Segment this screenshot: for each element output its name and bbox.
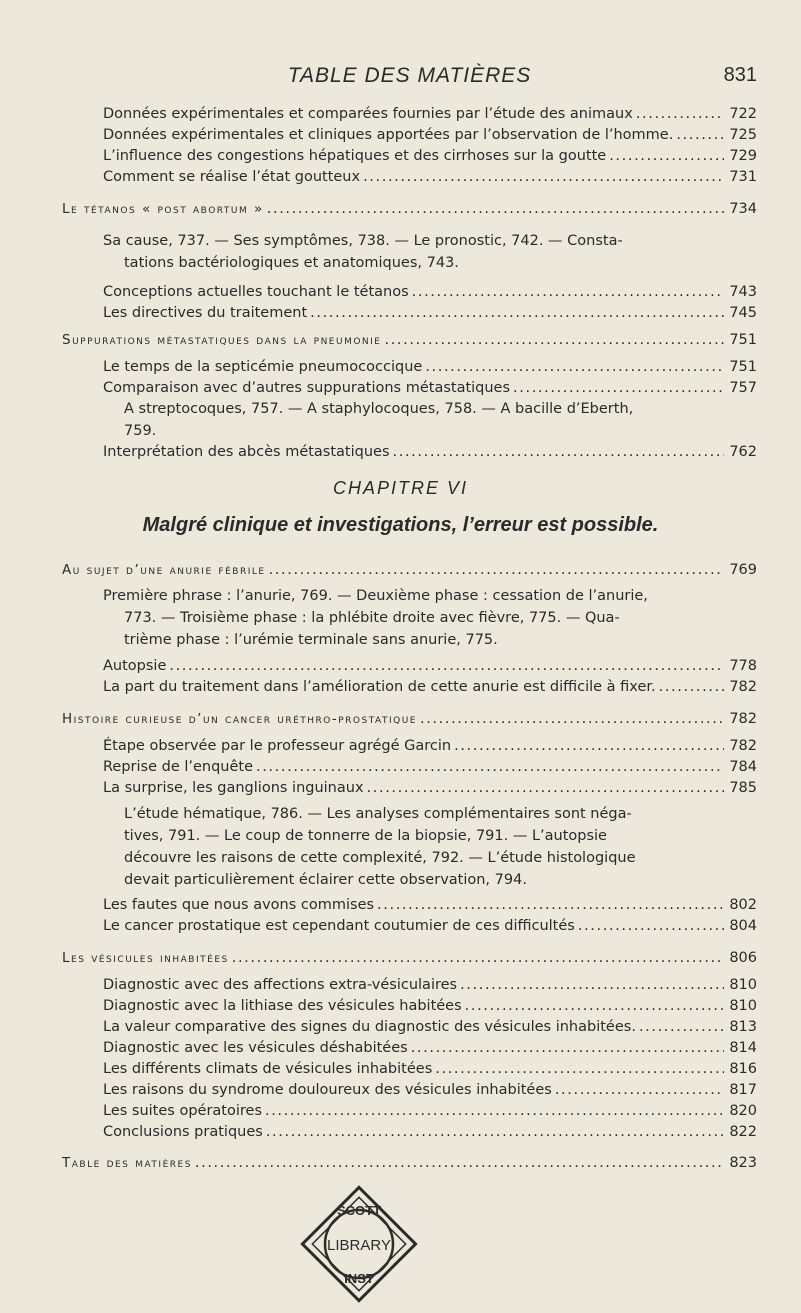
leader-dots (425, 356, 724, 378)
leader-dots (256, 756, 724, 778)
toc-entry-page: 782 (729, 738, 757, 754)
summary-line: L’étude hématique, 786. — Les analyses complémentaires sont néga- (124, 806, 632, 822)
leader-dots (310, 302, 724, 324)
leader-dots (377, 894, 724, 916)
summary-line: A streptocoques, 757. — A staphylocoques, 758. — A bacille d’Eberth, (124, 401, 634, 417)
leader-dots (676, 124, 724, 146)
toc-entry-label: L’influence des congestions hépatiques et des cirrhoses sur la goutte (103, 148, 607, 164)
summary-line: 759. (124, 423, 157, 439)
toc-entry (103, 1079, 757, 1101)
toc-entry-page: 751 (729, 359, 757, 375)
toc-section-page: 734 (729, 201, 757, 217)
toc-section (62, 198, 757, 220)
toc-section-page: 823 (729, 1155, 757, 1171)
toc-entry (103, 1058, 757, 1080)
toc-entry (103, 1100, 757, 1122)
summary-line: Première phrase : l’anurie, 769. — Deuxième phase : cessation de l’anurie, (103, 588, 648, 604)
toc-entry-label: Diagnostic avec les vésicules déshabitées (103, 1040, 408, 1056)
toc-entry (103, 377, 757, 399)
section-summary (124, 803, 684, 891)
toc-entry-label: Le cancer prostatique est cependant coutumier de ces difficultés (103, 918, 575, 934)
toc-entry-label: Diagnostic avec la lithiase des vésicules habitées (103, 998, 462, 1014)
section-summary (124, 398, 684, 442)
toc-entry (103, 735, 757, 757)
toc-entry-label: Étape observée par le professeur agrégé Garcin (103, 738, 452, 754)
leader-dots (195, 1152, 724, 1174)
toc-entry-page: 822 (729, 1124, 757, 1140)
toc-entry (103, 915, 757, 937)
leader-dots (412, 281, 724, 303)
leader-dots (393, 441, 724, 463)
toc-section-page: 751 (729, 332, 757, 348)
toc-entry-page: 725 (729, 127, 757, 143)
running-title: TABLE DES MATIÈRES (287, 64, 532, 87)
library-stamp (295, 1180, 423, 1308)
toc-entry (103, 441, 757, 463)
leader-dots (232, 947, 724, 969)
toc-entry-label: La valeur comparative des signes du diagnostic des vésicules inhabitées. (103, 1019, 636, 1035)
toc-entry-page: 782 (729, 679, 757, 695)
toc-entry-page: 785 (729, 780, 757, 796)
leader-dots (269, 559, 724, 581)
toc-section-label: Les vésicules inhabitées (62, 950, 229, 966)
leader-dots (435, 1058, 724, 1080)
summary-line: devait particulièrement éclairer cette observation, 794. (124, 872, 527, 888)
toc-entry-page: 784 (729, 759, 757, 775)
leader-dots (411, 1037, 724, 1059)
leader-dots (265, 1100, 724, 1122)
toc-section (62, 708, 757, 730)
chapter-heading: CHAPITRE VI (332, 478, 469, 498)
leader-dots (636, 103, 724, 125)
toc-entry (103, 756, 757, 778)
toc-section-label: Suppurations métastatiques dans la pneumonie (62, 332, 382, 348)
toc-entry (103, 1016, 757, 1038)
toc-section-page: 769 (729, 562, 757, 578)
toc-entry (103, 974, 757, 996)
toc-entry-label: Données expérimentales et comparées fournies par l’étude des animaux (103, 106, 633, 122)
toc-entry (103, 655, 757, 677)
leader-dots (169, 655, 724, 677)
leader-dots (460, 974, 724, 996)
toc-section-label: Le tétanos « post abortum » (62, 201, 264, 217)
summary-line: découvre les raisons de cette complexité, 792. — L’étude histologique (124, 850, 636, 866)
leader-dots (555, 1079, 724, 1101)
toc-entry-label: Diagnostic avec des affections extra-vésiculaires (103, 977, 458, 993)
toc-entry (103, 676, 757, 698)
toc-entry (103, 145, 757, 167)
toc-entry (103, 103, 757, 125)
summary-line: Sa cause, 737. — Ses symptômes, 738. — Le pronostic, 742. — Consta- (103, 233, 623, 249)
toc-entry-label: Comparaison avec d’autres suppurations métastatiques (103, 380, 511, 396)
summary-line: 773. — Troisième phase : la phlébite droite avec fièvre, 775. — Qua- (124, 610, 620, 626)
toc-entry-page: 820 (729, 1103, 757, 1119)
toc-entry (103, 1121, 757, 1143)
summary-line: tations bactériologiques et anatomiques, 743. (124, 255, 459, 271)
toc-entry-label: Données expérimentales et cliniques apportées par l’observation de l’homme. (103, 127, 674, 143)
toc-entry-label: Les suites opératoires (103, 1103, 262, 1119)
leader-dots (578, 915, 724, 937)
leader-dots (639, 1016, 724, 1038)
toc-entry-page: 810 (729, 998, 757, 1014)
toc-entry-label: La surprise, les ganglions inguinaux (103, 780, 364, 796)
leader-dots (367, 777, 724, 799)
toc-section (62, 329, 757, 351)
toc-entry-page: 817 (729, 1082, 757, 1098)
toc-entry (103, 356, 757, 378)
toc-entry-label: Les fautes que nous avons commises (103, 897, 375, 913)
toc-section (62, 947, 757, 969)
toc-entry-label: Conceptions actuelles touchant le tétanos (103, 284, 409, 300)
toc-entry (103, 166, 757, 188)
leader-dots (385, 329, 725, 351)
toc-section-label: Table des matières (62, 1155, 192, 1171)
toc-entry (103, 777, 757, 799)
toc-entry-page: 804 (729, 918, 757, 934)
summary-line: tives, 791. — Le coup de tonnerre de la biopsie, 791. — L’autopsie (124, 828, 607, 844)
toc-entry-page: 757 (729, 380, 757, 396)
toc-entry-label: Reprise de l’enquête (103, 759, 254, 775)
running-head (62, 64, 757, 94)
toc-section-page: 806 (729, 950, 757, 966)
toc-entry-label: Les différents climats de vésicules inhabitées (103, 1061, 433, 1077)
toc-entry (103, 302, 757, 324)
leader-dots (454, 735, 724, 757)
toc-entry-label: Les raisons du syndrome douloureux des vésicules inhabitées (103, 1082, 552, 1098)
stamp-center-text: LIBRARY (327, 1237, 391, 1254)
leader-dots (513, 377, 724, 399)
toc-entry-label: La part du traitement dans l’amélioration de cette anurie est difficile à fixer. (103, 679, 656, 695)
leader-dots (465, 995, 724, 1017)
toc-entry-page: 810 (729, 977, 757, 993)
stamp-top-text: SCOTT (336, 1203, 382, 1218)
toc-entry-label: Le temps de la septicémie pneumococcique (103, 359, 423, 375)
toc-entry-page: 743 (729, 284, 757, 300)
toc-entry-page: 722 (729, 106, 757, 122)
toc-entry (103, 894, 757, 916)
toc-entry-page: 745 (729, 305, 757, 321)
toc-entry (103, 995, 757, 1017)
toc-section (62, 559, 757, 581)
leader-dots (363, 166, 724, 188)
toc-entry-label: Autopsie (103, 658, 167, 674)
toc-entry-page: 731 (729, 169, 757, 185)
toc-section (62, 1152, 757, 1174)
toc-entry-label: Les directives du traitement (103, 305, 308, 321)
toc-entry-page: 802 (729, 897, 757, 913)
toc-entry-page: 778 (729, 658, 757, 674)
stamp-bottom-text: INST (344, 1271, 374, 1286)
toc-section-page: 782 (729, 711, 757, 727)
toc-section-label: Histoire curieuse d’un cancer uréthro-prostatique (62, 711, 417, 727)
toc-entry-page: 813 (729, 1019, 757, 1035)
leader-dots (609, 145, 724, 167)
toc-entry (103, 124, 757, 146)
toc-entry-page: 814 (729, 1040, 757, 1056)
toc-entry-page: 762 (729, 444, 757, 460)
toc-entry (103, 1037, 757, 1059)
section-summary (103, 230, 686, 274)
leader-dots (267, 198, 724, 220)
chapter-title: Malgré clinique et investigations, l’erreur est possible. (142, 514, 659, 536)
leader-dots (266, 1121, 724, 1143)
page-number: 831 (723, 64, 757, 86)
toc-entry-page: 816 (729, 1061, 757, 1077)
toc-entry (103, 281, 757, 303)
section-summary (103, 585, 686, 651)
toc-entry-page: 729 (729, 148, 757, 164)
leader-dots (659, 676, 724, 698)
summary-line: trième phase : l’urémie terminale sans anurie, 775. (124, 632, 498, 648)
leader-dots (420, 708, 724, 730)
toc-entry-label: Comment se réalise l’état goutteux (103, 169, 361, 185)
toc-section-label: Au sujet d’une anurie fébrile (62, 562, 266, 578)
toc-entry-label: Conclusions pratiques (103, 1124, 263, 1140)
toc-entry-label: Interprétation des abcès métastatiques (103, 444, 390, 460)
